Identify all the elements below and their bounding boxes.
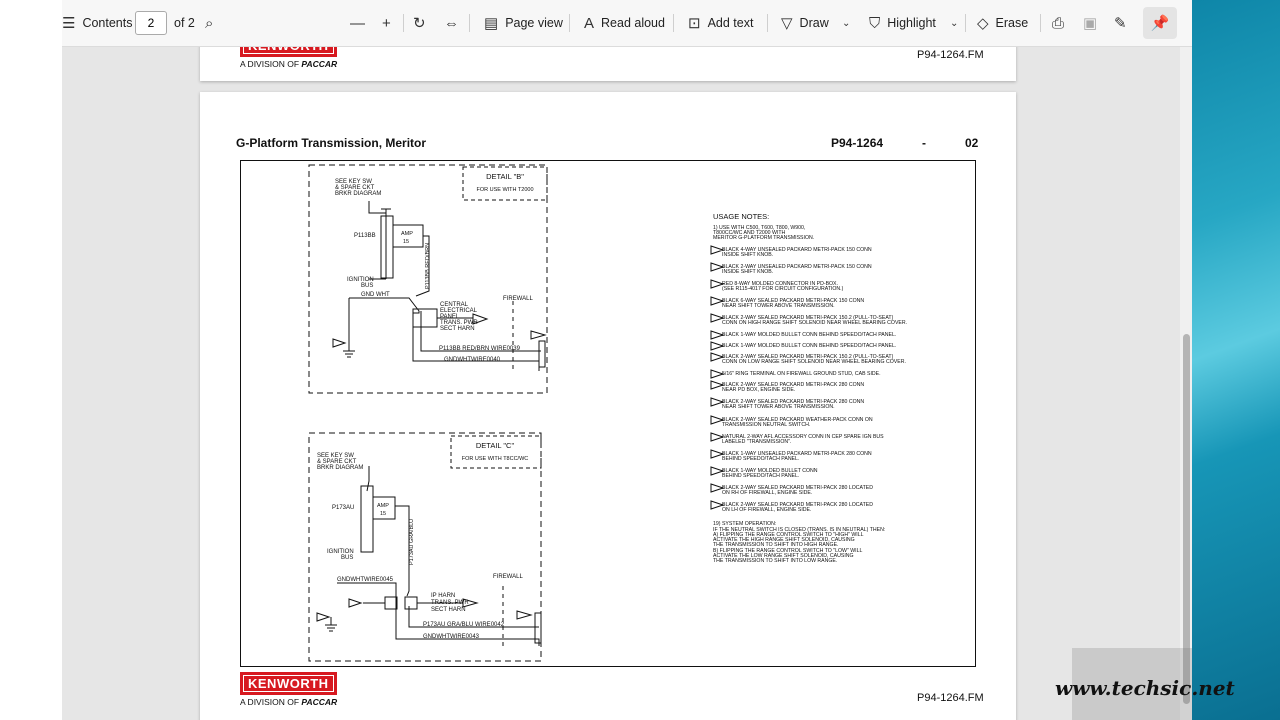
- detail-c-ignition-1: IGNITION: [327, 549, 354, 555]
- highlighter-icon: ⛉: [869, 14, 881, 32]
- usage-note-line: B) FLIPPING THE RANGE CONTROL SWITCH TO "LOW" WILL: [713, 548, 863, 554]
- save-button[interactable]: [1083, 0, 1104, 46]
- detail-c-key-sw-1: SEE KEY SW: [317, 453, 354, 459]
- usage-note-line: TRANSMISSION NEUTRAL SWITCH.: [722, 422, 811, 428]
- vertical-scrollbar[interactable]: [1180, 46, 1192, 720]
- search-icon: ⌕: [205, 14, 214, 32]
- detail-c-amp-value: 15: [380, 511, 387, 517]
- chevron-down-icon: ⌄: [950, 17, 959, 29]
- usage-note-line: NEAR SHIFT TOWER ABOVE TRANSMISSION.: [722, 303, 835, 309]
- draw-button[interactable]: [781, 0, 829, 46]
- detail-b-cep-2: ELECTRICAL: [440, 308, 478, 314]
- detail-c-key-sw-2: & SPARE CKT: [317, 459, 357, 465]
- pdf-page-2: [200, 92, 1016, 720]
- detail-b-firewall: FIREWALL: [503, 296, 533, 302]
- printer-icon: ⎙: [1052, 14, 1065, 32]
- logo-sub-b: PACCAR: [301, 697, 338, 707]
- wiring-diagram-svg: [241, 161, 975, 666]
- usage-note-line: 19) SYSTEM OPERATION:: [713, 521, 777, 527]
- read-aloud-label: Read aloud: [601, 16, 665, 30]
- left-margin: [0, 0, 62, 720]
- detail-c-key-sw-3: BRKR DIAGRAM: [317, 465, 364, 471]
- text-box-icon: ⊡: [688, 15, 701, 32]
- logo-subtitle: [240, 697, 337, 707]
- detail-b-ignition-1: IGNITION: [347, 277, 374, 283]
- detail-b-harn-1: TRANS. PWR: [440, 320, 478, 326]
- doc-id-footer: P94-1264.FM: [917, 692, 984, 704]
- usage-note-line: ON LH OF FIREWALL, ENGINE SIDE.: [722, 507, 812, 513]
- detail-c-ignition-2: BUS: [341, 555, 354, 561]
- pdf-viewer: [62, 0, 1192, 720]
- chevron-down-icon: ⌄: [842, 17, 851, 29]
- usage-heading: USAGE NOTES:: [713, 212, 770, 221]
- usage-note-line: BLACK 1-WAY UNSEALED PACKARD METRI-PACK 280 CONN: [722, 451, 872, 457]
- page-view-label: Page view: [505, 16, 563, 30]
- usage-note-line: INSIDE SHIFT KNOB.: [722, 269, 774, 275]
- save-as-button[interactable]: [1114, 0, 1134, 46]
- logo-sub-a: A DIVISION OF: [240, 59, 302, 69]
- search-button[interactable]: [205, 0, 220, 46]
- rotate-icon: ↻: [413, 15, 426, 32]
- draw-options-button[interactable]: [842, 0, 857, 46]
- usage-note-line: ACTIVATE THE LOW RANGE SHIFT SOLENOID, CAUSING: [713, 553, 854, 559]
- page-number: 02: [965, 136, 979, 150]
- detail-b-amp-label: AMP: [401, 231, 413, 237]
- erase-button[interactable]: [977, 0, 1028, 46]
- divider: [965, 14, 966, 32]
- zoom-out-button[interactable]: [350, 0, 372, 46]
- usage-note-line: BLACK 2-WAY UNSEALED PACKARD METRI-PACK 150 CONN: [722, 264, 872, 270]
- page-view-button[interactable]: [484, 0, 563, 46]
- detail-c-circuit: P173AU: [332, 505, 355, 511]
- detail-c-wire-1: P173AU GRA/BLU WIRE0042: [423, 622, 505, 628]
- erase-label: Erase: [995, 16, 1029, 30]
- usage-note-line: IF THE NEUTRAL SWITCH IS CLOSED (TRANS. IS IN NEUTRAL) THEN:: [713, 527, 886, 533]
- detail-b-amp-value: 15: [403, 239, 410, 245]
- detail-b-key-sw-2: & SPARE CKT: [335, 185, 375, 191]
- highlight-options-button[interactable]: [950, 0, 965, 46]
- detail-c-firewall: FIREWALL: [493, 574, 523, 580]
- usage-note-line: BLACK 1-WAY MOLDED BULLET CONN BEHIND SPEEDO/TACH PANEL.: [722, 332, 897, 338]
- watermark-text: www.techsic.net: [1055, 676, 1235, 700]
- logo-sub-b: PACCAR: [301, 59, 338, 69]
- detail-c-harn-3: SECT HARN: [431, 607, 466, 613]
- page-view-icon: ▤: [484, 15, 499, 32]
- usage-note-line: BLACK 1-WAY MOLDED BULLET CONN: [722, 468, 818, 474]
- usage-note-line: RED 8-WAY MOLDED CONNECTOR IN PD-BOX.: [722, 281, 838, 287]
- add-text-label: Add text: [707, 16, 754, 30]
- minus-icon: —: [350, 14, 365, 32]
- page-total: of 2: [174, 16, 195, 30]
- detail-b-cep-1: CENTRAL: [440, 302, 469, 308]
- usage-note-line: ACTIVATE THE HIGH RANGE SHIFT SOLENOID, CAUSING: [713, 537, 855, 543]
- usage-note-line: 5/16" RING TERMINAL ON FIREWALL GROUND STUD, CAB SIDE.: [722, 371, 881, 377]
- fit-width-button[interactable]: [444, 0, 466, 46]
- detail-c-subtitle: FOR USE WITH T8CC/WC: [461, 456, 529, 462]
- usage-note-line: MERITOR G-PLATFORM TRANSMISSION.: [713, 235, 815, 241]
- detail-b-key-sw-1: SEE KEY SW: [335, 179, 372, 185]
- usage-note-line: (SEE R115-4017 FOR CIRCUIT CONFIGURATION.): [722, 286, 844, 292]
- doc-number: P94-1264: [831, 136, 884, 150]
- detail-b-cep-3: PANEL: [440, 314, 460, 320]
- divider: [767, 14, 768, 32]
- usage-note-line: BLACK 2-WAY SEALED PACKARD METRI-PACK 280 CONN: [722, 399, 865, 405]
- detail-c-wire-2: GNDWHTWIRE0043: [423, 634, 480, 640]
- add-text-button[interactable]: [688, 0, 753, 46]
- page-number-input[interactable]: 2: [135, 11, 167, 35]
- divider: [569, 14, 570, 32]
- usage-note-line: BLACK 2-WAY SEALED PACKARD METRI-PACK 280 LOCATED: [722, 485, 873, 491]
- doc-id: P94-1264.FM: [917, 49, 984, 61]
- list-icon: ☰: [62, 15, 76, 32]
- usage-note-line: BEHIND SPEEDO/TACH PANEL.: [722, 473, 800, 479]
- usage-note-line: NEAR SHIFT TOWER ABOVE TRANSMISSION.: [722, 404, 835, 410]
- eraser-icon: ◇: [977, 15, 989, 32]
- usage-note-line: BLACK 2-WAY SEALED PACKARD WEATHER-PACK CONN ON: [722, 417, 873, 423]
- usage-note-line: BLACK 6-WAY SEALED PACKARD METRI-PACK 150 CONN: [722, 298, 865, 304]
- detail-b-harn-2: SECT HARN: [440, 326, 475, 332]
- detail-b-key-sw-3: BRKR DIAGRAM: [335, 191, 382, 197]
- title-dash: -: [922, 136, 926, 150]
- detail-c-title: DETAIL "C": [475, 441, 515, 450]
- save-icon: ▣: [1083, 15, 1098, 32]
- usage-note-line: LABELED "TRANSMISSION".: [722, 439, 792, 445]
- divider: [469, 14, 470, 32]
- usage-note-line: T800CC/WC AND T2000 WITH: [713, 230, 786, 236]
- pin-toolbar-button[interactable]: [1143, 7, 1177, 39]
- highlight-button[interactable]: [869, 0, 936, 46]
- usage-note-line: BEHIND SPEEDO/TACH PANEL.: [722, 456, 800, 462]
- logo-subtitle: [240, 59, 337, 69]
- print-button[interactable]: [1052, 0, 1071, 46]
- logo-text: KENWORTH: [240, 672, 337, 695]
- detail-c-harn-1: IP HARN: [431, 593, 456, 599]
- detail-b-title: DETAIL "B": [486, 172, 524, 181]
- detail-b-circuit: P113BB: [354, 233, 376, 239]
- detail-c-harn-2: TRANS. PWR: [431, 600, 469, 606]
- usage-note-line: 1) USE WITH C500, T600, T800, W900,: [713, 225, 806, 231]
- usage-note-line: BLACK 2-WAY SEALED PACKARD METRI-PACK 280 LOCATED: [722, 502, 873, 508]
- contents-button[interactable]: [62, 0, 133, 46]
- logo-sub-a: A DIVISION OF: [240, 697, 302, 707]
- detail-b-ignition-2: BUS: [361, 283, 374, 289]
- divider: [403, 14, 404, 32]
- usage-note-line: THE TRANSMISSION TO SHIFT INTO LOW RANGE.: [713, 558, 838, 564]
- usage-note-line: BLACK 2-WAY SEALED PACKARD METRI-PACK 280 CONN: [722, 382, 865, 388]
- usage-note-line: NEAR PD BOX, ENGINE SIDE.: [722, 387, 796, 393]
- detail-c-wire-vertical: P173AU GRA/BLU: [409, 518, 415, 565]
- usage-notes: [713, 225, 907, 564]
- zoom-in-button[interactable]: [382, 0, 398, 46]
- usage-note-line: ON RH OF FIREWALL, ENGINE SIDE.: [722, 490, 813, 496]
- desktop-background: [1192, 0, 1280, 720]
- detail-b-subtitle: FOR USE WITH T2000: [476, 187, 534, 193]
- detail-b-wire-vertical: P113BB RED/BRN: [425, 242, 431, 289]
- pin-icon: 📌: [1150, 15, 1170, 32]
- pdf-toolbar: [62, 0, 1192, 47]
- detail-c-gnd-top: GNDWHTWIRE0045: [337, 577, 394, 583]
- usage-note-line: NATURAL 2-WAY AFL ACCESSORY CONN IN CEP SPARE IGN BUS: [722, 434, 884, 440]
- usage-note-line: BLACK 4-WAY UNSEALED PACKARD METRI-PACK 150 CONN: [722, 247, 872, 253]
- detail-c-amp-label: AMP: [377, 503, 389, 509]
- page-title: G-Platform Transmission, Meritor: [236, 136, 427, 150]
- contents-label: Contents: [82, 16, 133, 30]
- fit-width-icon: ⇔: [444, 14, 459, 32]
- usage-note-line: BLACK 2-WAY SEALED PACKARD METRI-PACK 150.2 (PULL-TO-SEAT): [722, 315, 894, 321]
- kenworth-logo-footer: [240, 672, 337, 707]
- save-as-icon: ✎: [1114, 15, 1127, 32]
- detail-b-wire-2: GNDWHTWIRE0040: [444, 357, 501, 363]
- divider: [1040, 14, 1041, 32]
- usage-note-line: BLACK 2-WAY SEALED PACKARD METRI-PACK 150.2 (PULL-TO-SEAT): [722, 354, 894, 360]
- wiring-diagram: [240, 160, 976, 667]
- read-aloud-button[interactable]: [584, 0, 665, 46]
- plus-icon: +: [382, 14, 391, 32]
- usage-note-line: A) FLIPPING THE RANGE CONTROL SWITCH TO "HIGH" WILL: [713, 532, 864, 538]
- detail-b-wire-1: P113BB RED/BRN WIRE0039: [439, 346, 520, 352]
- draw-icon: ▽: [781, 15, 793, 32]
- usage-note-line: CONN ON LOW RANGE SHIFT SOLENOID NEAR WHEEL BEARING COVER.: [722, 359, 906, 365]
- divider: [673, 14, 674, 32]
- usage-note-line: THE TRANSMISSION TO SHIFT INTO HIGH RANGE.: [713, 542, 839, 548]
- draw-label: Draw: [799, 16, 829, 30]
- rotate-button[interactable]: [413, 0, 433, 46]
- usage-note-line: CONN ON HIGH RANGE SHIFT SOLENOID NEAR WHEEL BEARING COVER.: [722, 320, 908, 326]
- usage-note-line: INSIDE SHIFT KNOB.: [722, 252, 774, 258]
- usage-note-line: BLACK 1-WAY MOLDED BULLET CONN BEHIND SPEEDO/TACH PANEL.: [722, 343, 897, 349]
- detail-b-gnd: GND WHT: [361, 292, 390, 298]
- highlight-label: Highlight: [887, 16, 936, 30]
- read-aloud-icon: A: [584, 14, 595, 32]
